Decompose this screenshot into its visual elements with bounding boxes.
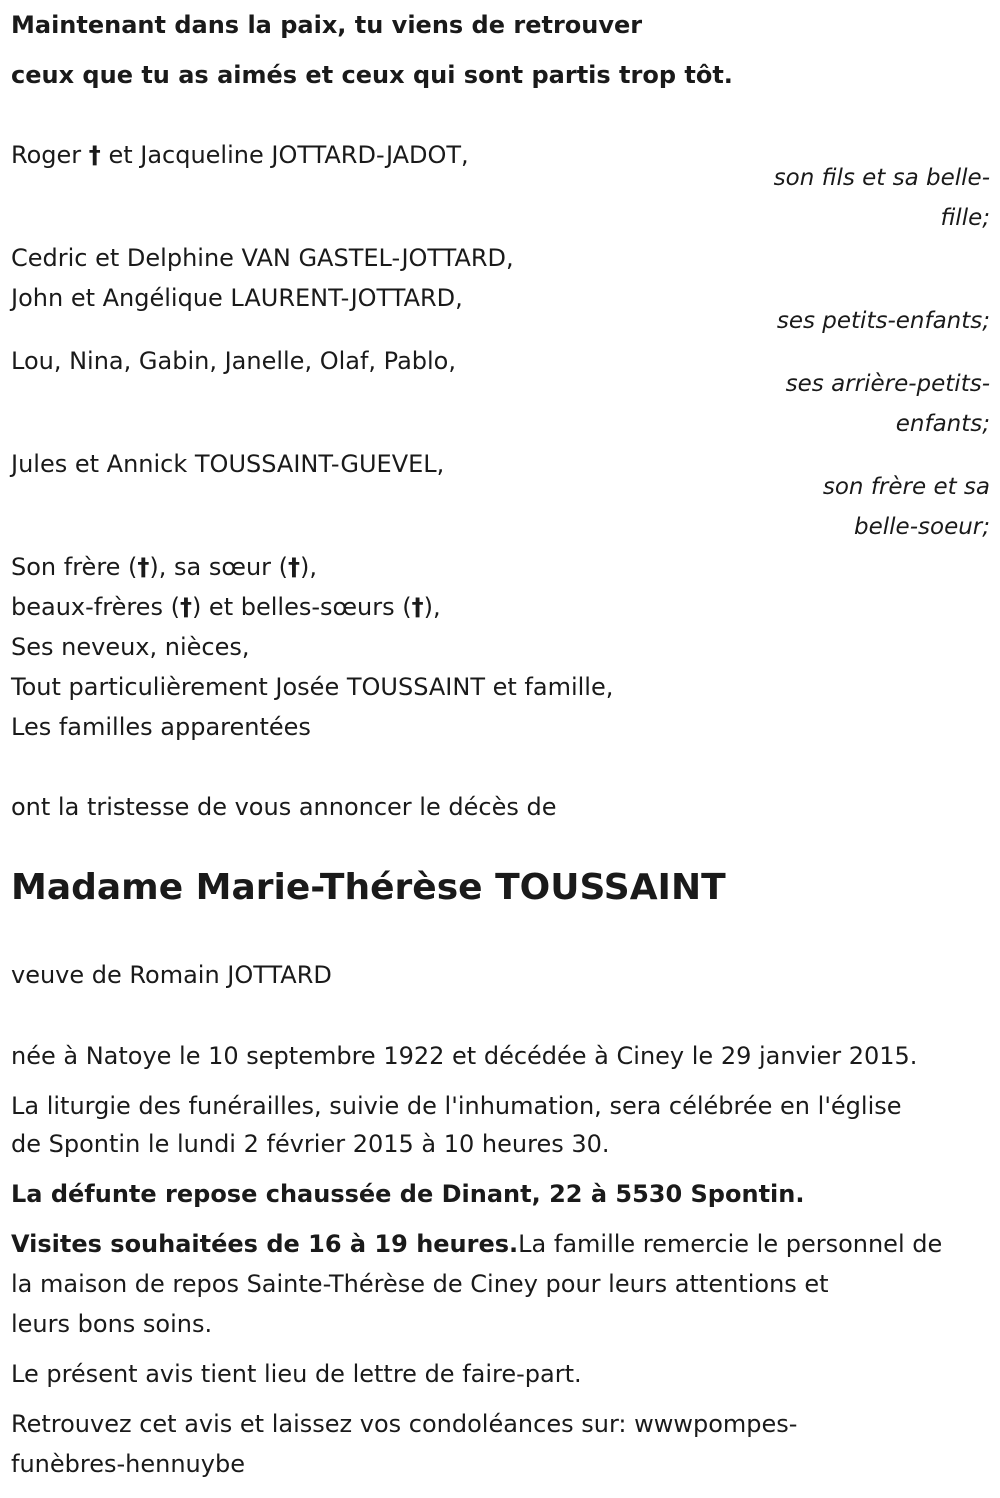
thanks-start: La famille remercie le personnel de (518, 1230, 943, 1258)
brother-relation-1: son frère et sa (822, 474, 990, 500)
grandchildren-line-2: John et Angélique LAURENT-JOTTARD, (11, 284, 463, 312)
widow-of: veuve de Romain JOTTARD (11, 961, 332, 989)
condolences-line-1[interactable]: Retrouvez cet avis et laissez vos condoléances sur: wwwpompes- (11, 1410, 798, 1438)
others-text: ), (300, 553, 318, 581)
others-text: beaux-frères ( (11, 593, 180, 621)
deceased-name: Madame Marie-Thérèse TOUSSAINT (11, 867, 726, 908)
others-line-1 (11, 552, 317, 582)
repose-line: La défunte repose chaussée de Dinant, 22 à 5530 Spontin. (11, 1180, 805, 1208)
others-text: ), (423, 593, 441, 621)
verse-line-2: ceux que tu as aimés et ceux qui sont partis trop tôt. (11, 61, 733, 89)
great-grandchildren-line: Lou, Nina, Gabin, Janelle, Olaf, Pablo, (11, 347, 456, 375)
others-line-4: Tout particulièrement Josée TOUSSAINT et famille, (11, 673, 614, 701)
cross-icon: † (411, 593, 424, 621)
son-rest: et Jacqueline JOTTARD-JADOT, (108, 141, 469, 169)
cross-icon: † (137, 553, 150, 581)
condolences-line-2[interactable]: funèbres-hennuybe (11, 1450, 245, 1478)
others-text: ), sa sœur ( (149, 553, 289, 581)
thanks-line-2: la maison de repos Sainte-Thérèse de Ciney pour leurs attentions et (11, 1270, 829, 1298)
others-text: Son frère ( (11, 553, 138, 581)
thanks-line-3: leurs bons soins. (11, 1310, 213, 1338)
grandchildren-line-1: Cedric et Delphine VAN GASTEL-JOTTARD, (11, 244, 514, 272)
great-grandchildren-relation-1: ses arrière-petits- (785, 371, 990, 397)
funeral-line-1: La liturgie des funérailles, suivie de l'inhumation, sera célébrée en l'église (11, 1092, 902, 1120)
others-line-2 (11, 592, 441, 622)
birth-death-dates: née à Natoye le 10 septembre 1922 et décédée à Ciney le 29 janvier 2015. (11, 1042, 918, 1070)
announcement: ont la tristesse de vous annoncer le décès de (11, 793, 557, 821)
grandchildren-relation: ses petits-enfants; (776, 308, 990, 334)
cross-icon: † (288, 553, 301, 581)
funeral-line-2: de Spontin le lundi 2 février 2015 à 10 heures 30. (11, 1130, 610, 1158)
cross-icon: † (88, 141, 101, 169)
great-grandchildren-relation-2: enfants; (895, 411, 990, 437)
son-relation-1: son fils et sa belle- (773, 165, 990, 191)
others-line-3: Ses neveux, nièces, (11, 633, 250, 661)
others-line-5: Les familles apparentées (11, 713, 311, 741)
verse-line-1: Maintenant dans la paix, tu viens de retrouver (11, 11, 643, 39)
son-relation-2: fille; (940, 205, 990, 231)
family-son (11, 140, 469, 170)
son-first-name: Roger (11, 141, 82, 169)
notice-line: Le présent avis tient lieu de lettre de faire-part. (11, 1360, 582, 1388)
brother-relation-2: belle-soeur; (854, 514, 990, 540)
visits-thanks-line-1 (11, 1229, 942, 1259)
others-text: ) et belles-sœurs ( (191, 593, 412, 621)
brother-line: Jules et Annick TOUSSAINT-GUEVEL, (11, 450, 445, 478)
visits-hours: Visites souhaitées de 16 à 19 heures. (11, 1230, 519, 1258)
cross-icon: † (179, 593, 192, 621)
